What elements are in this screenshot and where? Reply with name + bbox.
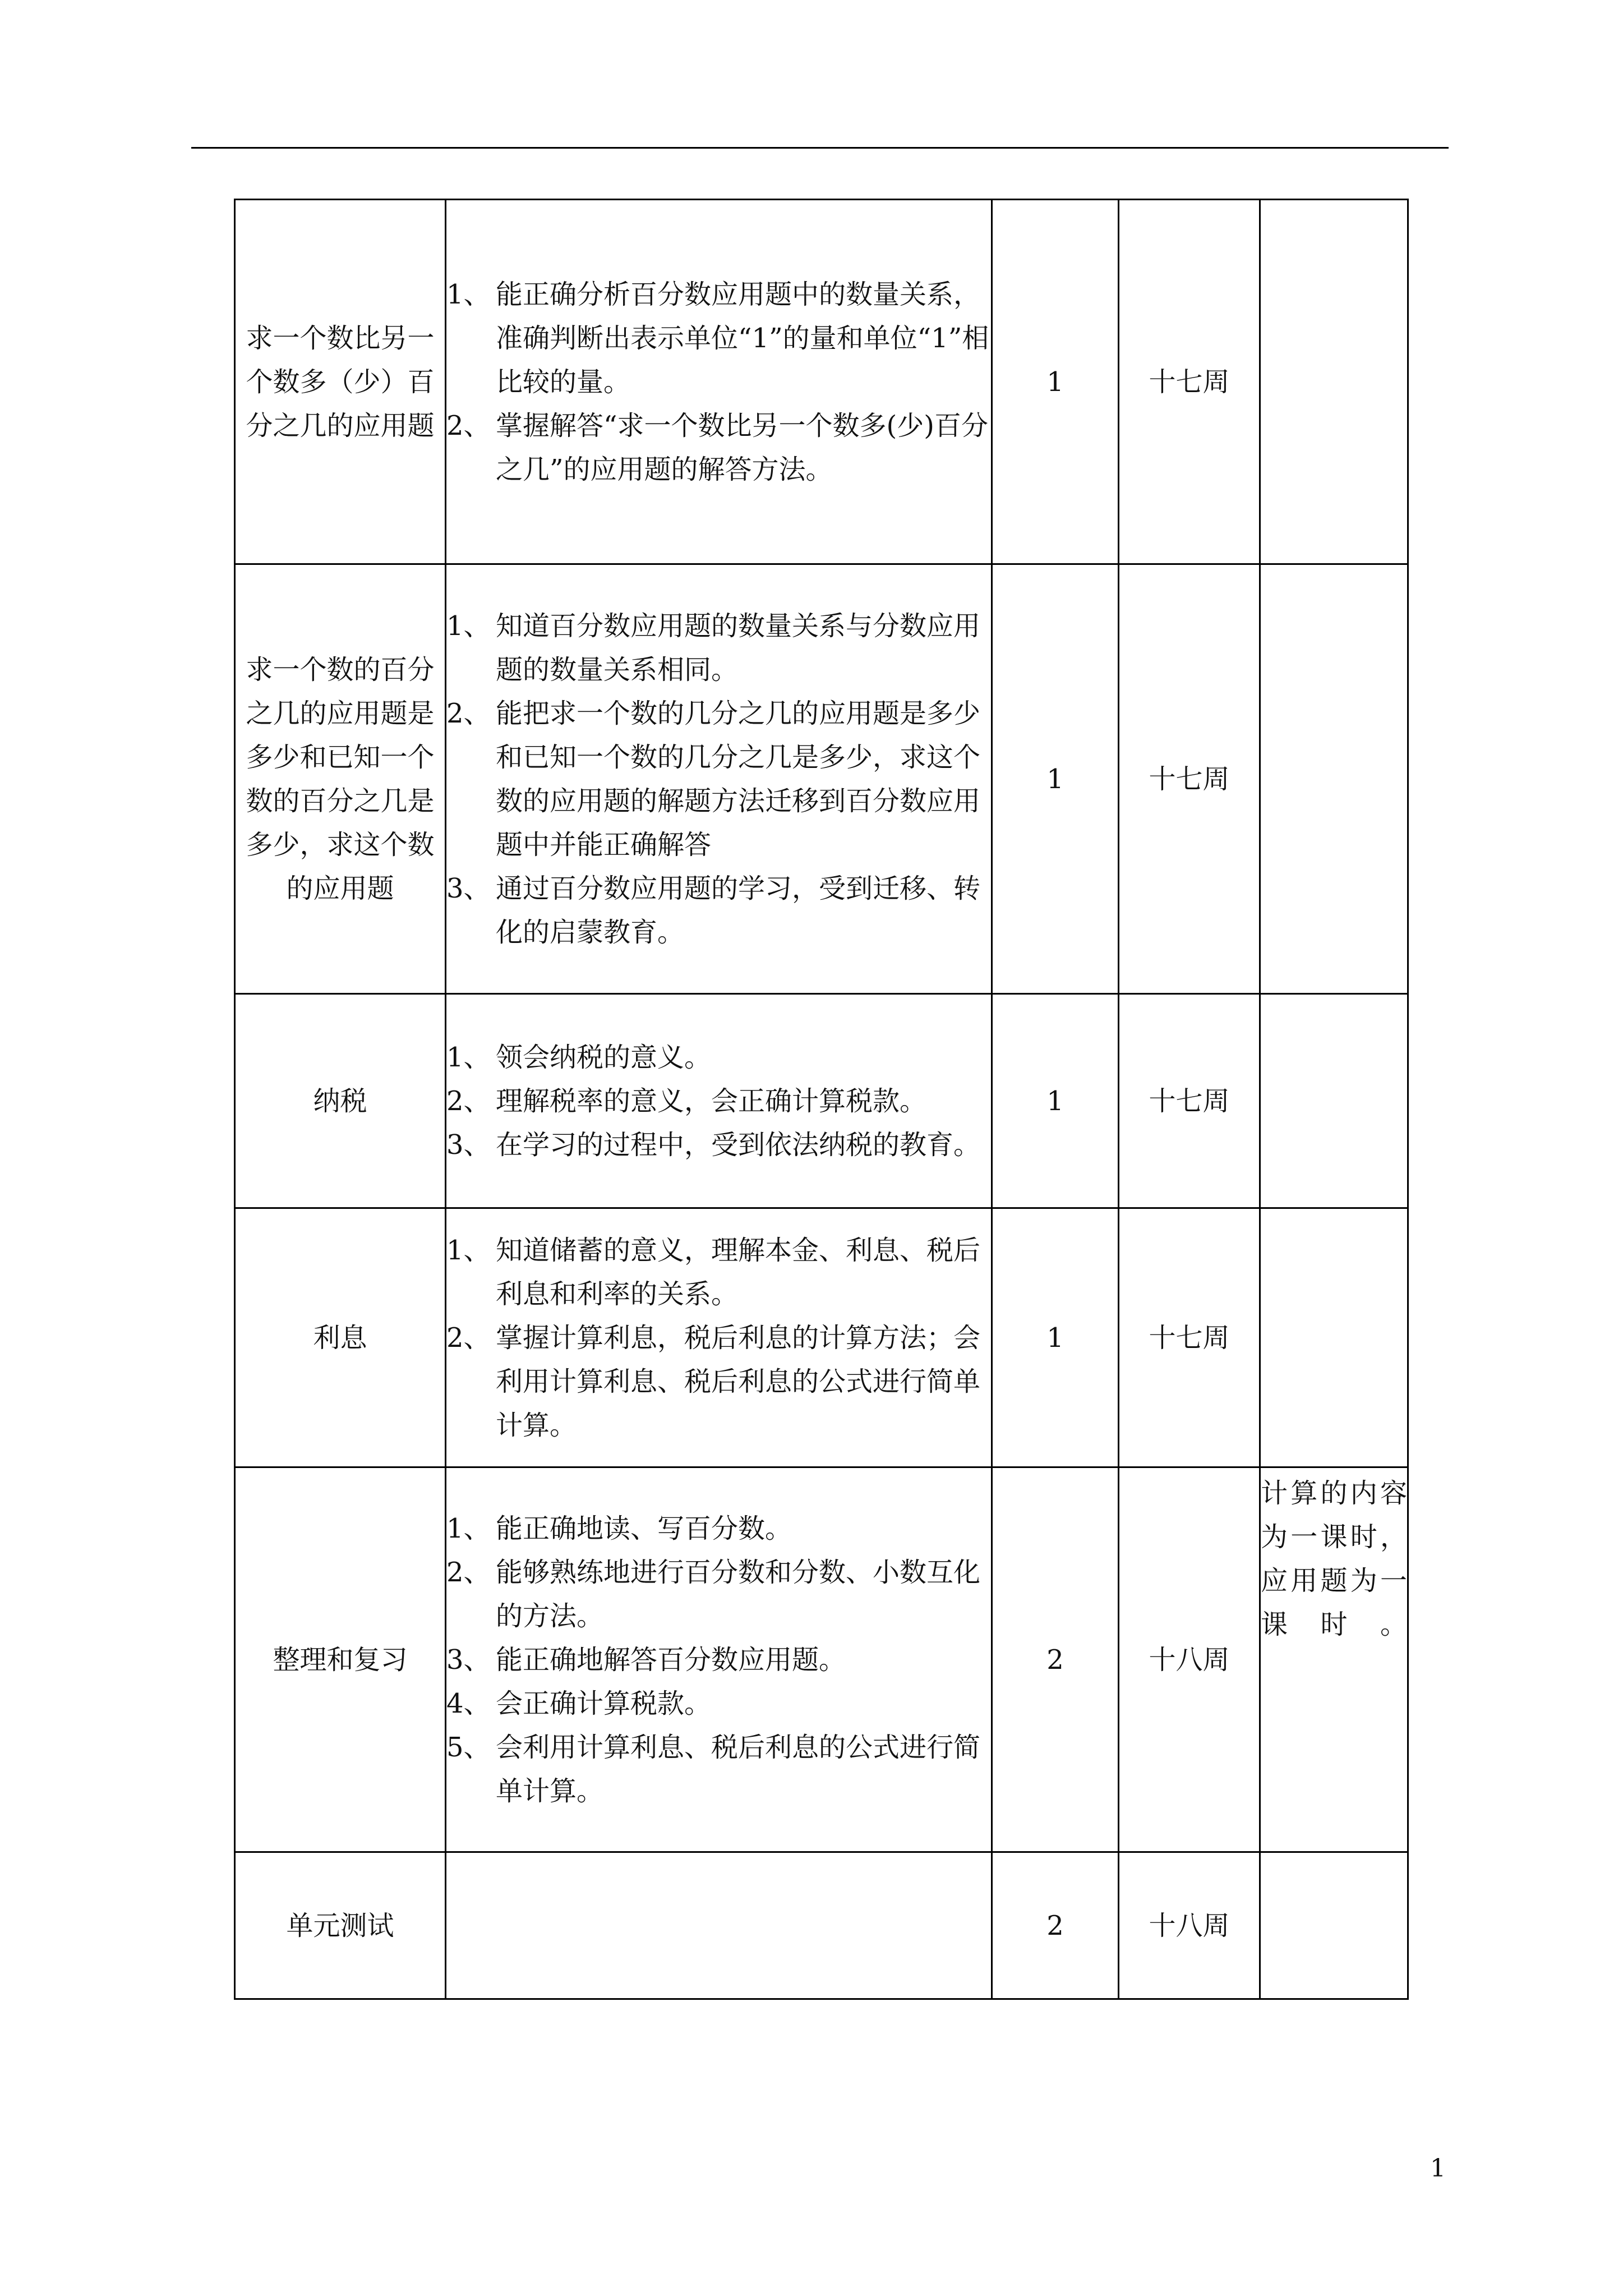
goal-number: 2、 xyxy=(446,1322,491,1354)
goal-text: 能正确分析百分数应用题中的数量关系，准确判断出表示单位“1”的量和单位“1”相比较的量。 xyxy=(496,278,989,398)
goal-text: 知道百分数应用题的数量关系与分数应用题的数量关系相同。 xyxy=(496,610,981,685)
remark-cell xyxy=(1260,1208,1408,1467)
goal-text: 理解税率的意义，会正确计算税款。 xyxy=(496,1085,927,1117)
topic-cell: 求一个数比另一个数多（少）百分之几的应用题 xyxy=(235,200,446,564)
goals-list xyxy=(446,604,991,954)
list-item xyxy=(446,867,991,954)
list-item xyxy=(446,1638,991,1682)
list-item xyxy=(446,1682,991,1726)
table-row xyxy=(235,1852,1408,1999)
remark-text xyxy=(1261,200,1407,204)
goal-text: 掌握解答“求一个数比另一个数多(少)百分之几”的应用题的解答方法。 xyxy=(496,409,988,485)
goal-number: 1、 xyxy=(446,1234,491,1266)
hours-cell: 1 xyxy=(992,200,1119,564)
list-item xyxy=(446,1079,991,1123)
remark-text xyxy=(1261,565,1407,568)
topic-cell: 纳税 xyxy=(235,994,446,1208)
goal-text: 能把求一个数的几分之几的应用题是多少和已知一个数的几分之几是多少，求这个数的应用题的解题方法迁移到百分数应用题中并能正确解答 xyxy=(496,697,981,861)
hours-cell: 1 xyxy=(992,994,1119,1208)
header-rule xyxy=(191,147,1449,149)
goal-number: 1、 xyxy=(446,1041,491,1073)
list-item xyxy=(446,273,991,404)
week-cell: 十七周 xyxy=(1119,994,1260,1208)
goal-number: 4、 xyxy=(446,1687,491,1719)
week-cell: 十八周 xyxy=(1119,1467,1260,1852)
topic-cell: 单元测试 xyxy=(235,1852,446,1999)
goals-list xyxy=(446,1228,991,1447)
hours-cell: 2 xyxy=(992,1852,1119,1999)
goal-number: 2、 xyxy=(446,697,491,729)
list-item xyxy=(446,1507,991,1550)
hours-cell: 1 xyxy=(992,1208,1119,1467)
week-cell: 十七周 xyxy=(1119,564,1260,994)
goals-cell xyxy=(446,200,992,564)
week-cell: 十八周 xyxy=(1119,1852,1260,1999)
goal-number: 1、 xyxy=(446,278,491,310)
topic-cell: 利息 xyxy=(235,1208,446,1467)
goal-number: 1、 xyxy=(446,610,491,642)
goal-text: 能正确地解答百分数应用题。 xyxy=(496,1644,846,1676)
list-item xyxy=(446,1228,991,1316)
goal-number: 5、 xyxy=(446,1731,491,1763)
goals-cell xyxy=(446,1852,992,1999)
list-item xyxy=(446,1726,991,1813)
remark-cell xyxy=(1260,564,1408,994)
list-item xyxy=(446,1316,991,1447)
table-row xyxy=(235,200,1408,564)
goal-text: 能正确地读、写百分数。 xyxy=(496,1512,792,1544)
goal-number: 2、 xyxy=(446,1556,491,1588)
hours-cell: 2 xyxy=(992,1467,1119,1852)
goals-cell xyxy=(446,564,992,994)
remark-text: 计算的内容为一课时，应用题为一课时。 xyxy=(1261,1478,1407,1640)
remark-text xyxy=(1261,995,1407,998)
topic-cell: 整理和复习 xyxy=(235,1467,446,1852)
goal-number: 1、 xyxy=(446,1512,491,1544)
lesson-plan-table xyxy=(234,199,1409,2000)
list-item xyxy=(446,1123,991,1167)
list-item xyxy=(446,1036,991,1079)
goals-cell xyxy=(446,994,992,1208)
goal-number: 3、 xyxy=(446,872,491,904)
goal-text: 知道储蓄的意义，理解本金、利息、税后利息和利率的关系。 xyxy=(496,1234,981,1310)
remark-cell xyxy=(1260,1467,1408,1852)
week-cell: 十七周 xyxy=(1119,200,1260,564)
goal-number: 3、 xyxy=(446,1129,491,1161)
goal-text: 会利用计算利息、税后利息的公式进行简单计算。 xyxy=(496,1731,981,1807)
table-row xyxy=(235,994,1408,1208)
goal-number: 2、 xyxy=(446,1085,491,1117)
list-item xyxy=(446,404,991,491)
goals-cell xyxy=(446,1208,992,1467)
table-row xyxy=(235,564,1408,994)
goals-cell xyxy=(446,1467,992,1852)
topic-cell: 求一个数的百分之几的应用题是多少和已知一个数的百分之几是多少，求这个数的应用题 xyxy=(235,564,446,994)
goals-list xyxy=(446,1507,991,1813)
remark-text xyxy=(1261,1853,1407,1856)
goal-text: 领会纳税的意义。 xyxy=(496,1041,712,1073)
remark-cell xyxy=(1260,994,1408,1208)
goal-number: 2、 xyxy=(446,409,491,441)
table-row xyxy=(235,1467,1408,1852)
table-row xyxy=(235,1208,1408,1467)
list-item xyxy=(446,1550,991,1638)
remark-text xyxy=(1261,1209,1407,1212)
page-number: 1 xyxy=(1430,2154,1446,2183)
week-cell: 十七周 xyxy=(1119,1208,1260,1467)
hours-cell: 1 xyxy=(992,564,1119,994)
goals-list xyxy=(446,273,991,491)
remark-cell xyxy=(1260,1852,1408,1999)
goal-text: 通过百分数应用题的学习，受到迁移、转化的启蒙教育。 xyxy=(496,872,981,948)
list-item xyxy=(446,604,991,692)
remark-cell xyxy=(1260,200,1408,564)
goal-number: 3、 xyxy=(446,1644,491,1676)
goal-text: 掌握计算利息，税后利息的计算方法；会利用计算利息、税后利息的公式进行简单计算。 xyxy=(496,1322,981,1441)
goal-text: 在学习的过程中，受到依法纳税的教育。 xyxy=(496,1129,981,1161)
list-item xyxy=(446,692,991,867)
goals-list xyxy=(446,1036,991,1167)
goal-text: 能够熟练地进行百分数和分数、小数互化的方法。 xyxy=(496,1556,981,1632)
goal-text: 会正确计算税款。 xyxy=(496,1687,712,1719)
